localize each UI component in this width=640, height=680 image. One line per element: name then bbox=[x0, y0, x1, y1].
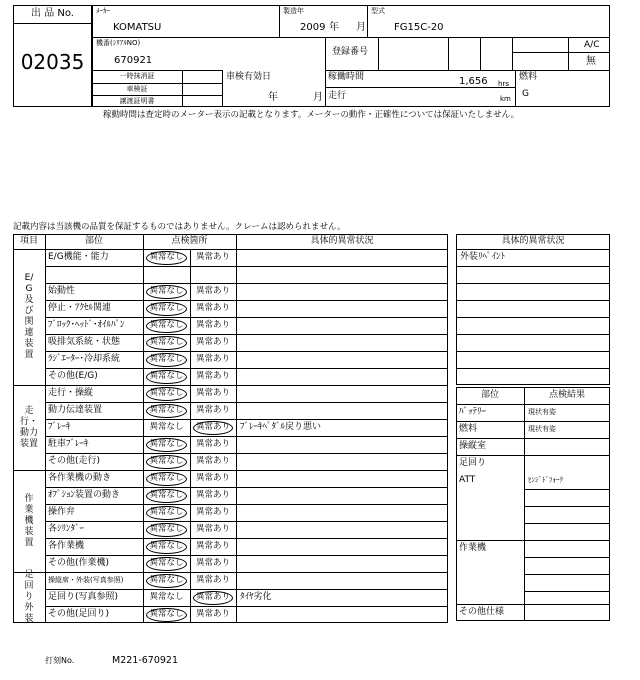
ok-option: 異常なし bbox=[149, 286, 184, 296]
ng-option: 異常あり bbox=[195, 592, 230, 602]
ok-circle-mark bbox=[146, 438, 187, 452]
row-part: その他(E/G) bbox=[48, 371, 98, 381]
ng-option: 異常あり bbox=[195, 422, 230, 432]
row-part: 各作業機 bbox=[48, 541, 85, 551]
header-result: 点検結果 bbox=[548, 390, 585, 400]
cert-inspection: 車検証 bbox=[126, 85, 148, 93]
ng-option: 異常あり bbox=[195, 473, 230, 483]
ok-circle-mark bbox=[146, 489, 187, 503]
inspect-month: 月 bbox=[313, 92, 323, 103]
ng-option: 異常あり bbox=[195, 303, 230, 313]
fuel-value: G bbox=[522, 89, 529, 99]
ok-circle-mark bbox=[146, 608, 187, 622]
ng-option: 異常あり bbox=[195, 388, 230, 398]
serial-label: 機番(ｼﾘｱﾙNO) bbox=[96, 39, 141, 47]
stamp-value: M221-670921 bbox=[112, 655, 179, 666]
ok-option: 異常なし bbox=[149, 558, 184, 568]
ok-circle-mark bbox=[146, 506, 187, 520]
year-label: 製造年 bbox=[283, 7, 304, 15]
ok-option: 異常なし bbox=[149, 490, 184, 500]
row-detail: ﾌﾞﾚｰｷﾍﾟﾀﾞﾙ戻り悪い bbox=[240, 422, 322, 432]
ok-option: 異常なし bbox=[149, 303, 184, 313]
ng-option: 異常あり bbox=[195, 286, 230, 296]
row-part: 駐車ﾌﾞﾚｰｷ bbox=[48, 439, 89, 449]
group-label: E/G及び関連装置 bbox=[24, 273, 34, 360]
ng-option: 異常あり bbox=[195, 252, 230, 262]
result-value: ﾋﾝｼﾞﾄﾞﾌｫｰｸ bbox=[528, 476, 563, 484]
ok-circle-mark bbox=[146, 370, 187, 384]
header-detail: 具体的異常状況 bbox=[310, 236, 374, 246]
year-unit: 年 bbox=[329, 22, 339, 33]
lot-number: 02035 bbox=[20, 50, 85, 74]
table-row bbox=[45, 368, 448, 385]
table-row bbox=[45, 283, 448, 300]
ng-circle-mark bbox=[193, 591, 233, 605]
ok-circle-mark bbox=[146, 353, 187, 367]
inspect-year: 年 bbox=[268, 92, 278, 103]
row-part: 走行・操縦 bbox=[48, 388, 94, 398]
ok-option: 異常なし bbox=[149, 354, 184, 364]
ok-circle-mark bbox=[146, 404, 187, 418]
ok-option: 異常なし bbox=[149, 371, 184, 381]
ok-circle-mark bbox=[146, 455, 187, 469]
disclaimer-note: 記載内容は当該機の品質を保証するものではありません。クレームは認められません。 bbox=[13, 222, 346, 232]
row-part: 吸排気系統・状態 bbox=[48, 337, 121, 347]
result-value: 現状有姿 bbox=[528, 408, 556, 416]
result-part: 操縦室 bbox=[459, 441, 487, 451]
hours-value: 1,656 bbox=[459, 76, 488, 87]
header-check: 点検箇所 bbox=[171, 236, 208, 246]
ng-option: 異常あり bbox=[195, 337, 230, 347]
cert-transfer: 譲渡証明書 bbox=[119, 97, 155, 105]
ok-option: 異常なし bbox=[149, 422, 184, 432]
ok-option: 異常なし bbox=[149, 439, 184, 449]
ng-option: 異常あり bbox=[195, 490, 230, 500]
ac-label: A/C bbox=[584, 40, 600, 50]
ok-circle-mark bbox=[146, 319, 187, 333]
ok-circle-mark bbox=[146, 336, 187, 350]
row-part: その他(足回り) bbox=[48, 609, 110, 619]
row-part: 足回り(写真参照) bbox=[48, 592, 119, 602]
ng-option: 異常あり bbox=[195, 439, 230, 449]
ng-option: 異常あり bbox=[195, 405, 230, 415]
stamp-label: 打刻No. bbox=[45, 656, 75, 665]
meter-note: 稼動時間は査定時のメーター表示の記載となります。メーターの動作・正確性については保証いたしません。 bbox=[103, 110, 520, 120]
ok-circle-mark bbox=[146, 574, 187, 588]
result-value: 現状有姿 bbox=[528, 425, 556, 433]
right-top-header: 具体的異常状況 bbox=[501, 236, 565, 246]
row-part: 操作弁 bbox=[48, 507, 76, 517]
ok-circle-mark bbox=[146, 540, 187, 554]
ng-option: 異常あり bbox=[195, 524, 230, 534]
ok-circle-mark bbox=[146, 285, 187, 299]
row-part: 操縦席・外装(写真参照) bbox=[48, 576, 124, 584]
result-part: 足回り bbox=[459, 458, 487, 468]
table-row bbox=[45, 538, 448, 555]
ok-option: 異常なし bbox=[149, 524, 184, 534]
table-row bbox=[45, 385, 448, 402]
ng-option: 異常あり bbox=[195, 354, 230, 364]
km-unit: km bbox=[500, 95, 511, 103]
year-value: 2009 bbox=[300, 22, 326, 33]
row-part: ﾗｼﾞｴｰﾀｰ･冷却系統 bbox=[48, 354, 121, 364]
maker-label: ﾒｰｶｰ bbox=[96, 7, 110, 15]
ok-option: 異常なし bbox=[149, 609, 184, 619]
result-part: ﾊﾞｯﾃﾘｰ bbox=[459, 407, 487, 417]
table-row bbox=[45, 453, 448, 470]
row-part: ﾌﾞﾚｰｷ bbox=[48, 422, 71, 432]
table-row bbox=[45, 521, 448, 538]
inspect-date-label: 車検有効日 bbox=[226, 72, 272, 82]
ok-option: 異常なし bbox=[149, 456, 184, 466]
ok-option: 異常なし bbox=[149, 575, 184, 585]
row-part: ﾌﾞﾛｯｸ･ﾍｯﾄﾞ･ｵｲﾙﾊﾟﾝ bbox=[48, 320, 125, 330]
fuel-label: 燃料 bbox=[519, 72, 538, 82]
model-label: 型式 bbox=[371, 7, 385, 15]
table-row bbox=[45, 504, 448, 521]
row-part: 各ｼﾘﾝﾀﾞｰ bbox=[48, 524, 85, 534]
right-bottom-frame bbox=[456, 387, 610, 621]
row-part: E/G機能・能力 bbox=[48, 252, 109, 262]
ok-circle-mark bbox=[146, 251, 187, 265]
ng-option: 異常あり bbox=[195, 507, 230, 517]
ok-circle-mark bbox=[146, 523, 187, 537]
ng-option: 異常あり bbox=[195, 320, 230, 330]
ok-option: 異常なし bbox=[149, 337, 184, 347]
table-row bbox=[45, 402, 448, 419]
ok-circle-mark bbox=[146, 557, 187, 571]
group-label: 作業機装置 bbox=[24, 493, 34, 548]
serial-value: 670921 bbox=[114, 55, 153, 66]
header-part: 部位 bbox=[480, 390, 499, 400]
result-part: 燃料 bbox=[459, 424, 478, 434]
work-machine-label: 作業機 bbox=[459, 543, 487, 553]
row-detail: ﾀｲﾔ劣化 bbox=[240, 592, 272, 602]
result-part: ATT bbox=[459, 475, 476, 485]
row-part: 停止・ｱｸｾﾙ関連 bbox=[48, 303, 112, 313]
ok-option: 異常なし bbox=[149, 388, 184, 398]
ng-option: 異常あり bbox=[195, 609, 230, 619]
ng-option: 異常あり bbox=[195, 456, 230, 466]
ng-option: 異常あり bbox=[195, 575, 230, 585]
row-part: 各作業機の動き bbox=[48, 473, 112, 483]
maker-value: KOMATSU bbox=[113, 22, 162, 33]
hours-label: 稼働時間 bbox=[328, 72, 365, 82]
table-row bbox=[45, 436, 448, 453]
ok-circle-mark bbox=[146, 387, 187, 401]
ac-value: 無 bbox=[586, 56, 596, 67]
ok-circle-mark bbox=[146, 302, 187, 316]
row-part: その他(走行) bbox=[48, 456, 101, 466]
lot-label: 出 品 No. bbox=[31, 8, 74, 19]
abnormal-detail-item: 外装ﾘﾍﾟｲﾝﾄ bbox=[460, 252, 506, 262]
ok-option: 異常なし bbox=[149, 541, 184, 551]
row-part: 始動性 bbox=[48, 286, 76, 296]
model-value: FG15C-20 bbox=[394, 22, 444, 33]
hours-unit: hrs bbox=[498, 80, 509, 88]
ok-option: 異常なし bbox=[149, 507, 184, 517]
row-part: その他(作業機) bbox=[48, 558, 110, 568]
table-row bbox=[45, 266, 448, 283]
month-unit: 月 bbox=[356, 22, 366, 33]
cert-temp-deregistration: 一時抹消証 bbox=[119, 72, 155, 80]
row-part: ｵﾌﾟｼｮﾝ装置の動き bbox=[48, 490, 121, 500]
row-part: 動力伝達装置 bbox=[48, 405, 103, 415]
ng-option: 異常あり bbox=[195, 541, 230, 551]
ok-option: 異常なし bbox=[149, 252, 184, 262]
header-item: 項目 bbox=[19, 236, 38, 246]
reg-label: 登録番号 bbox=[332, 47, 369, 57]
ng-option: 異常あり bbox=[195, 371, 230, 381]
ok-option: 異常なし bbox=[149, 473, 184, 483]
group-label: 足回り外装 bbox=[24, 570, 34, 624]
ok-circle-mark bbox=[146, 472, 187, 486]
ok-option: 異常なし bbox=[149, 405, 184, 415]
other-spec-label: その他仕様 bbox=[459, 607, 505, 617]
ok-option: 異常なし bbox=[149, 592, 184, 602]
km-label: 走行 bbox=[328, 91, 347, 101]
ng-circle-mark bbox=[193, 421, 233, 435]
header-part: 部位 bbox=[84, 236, 103, 246]
group-label: 走行・動力装置 bbox=[20, 405, 39, 449]
ng-option: 異常あり bbox=[195, 558, 230, 568]
ok-option: 異常なし bbox=[149, 320, 184, 330]
